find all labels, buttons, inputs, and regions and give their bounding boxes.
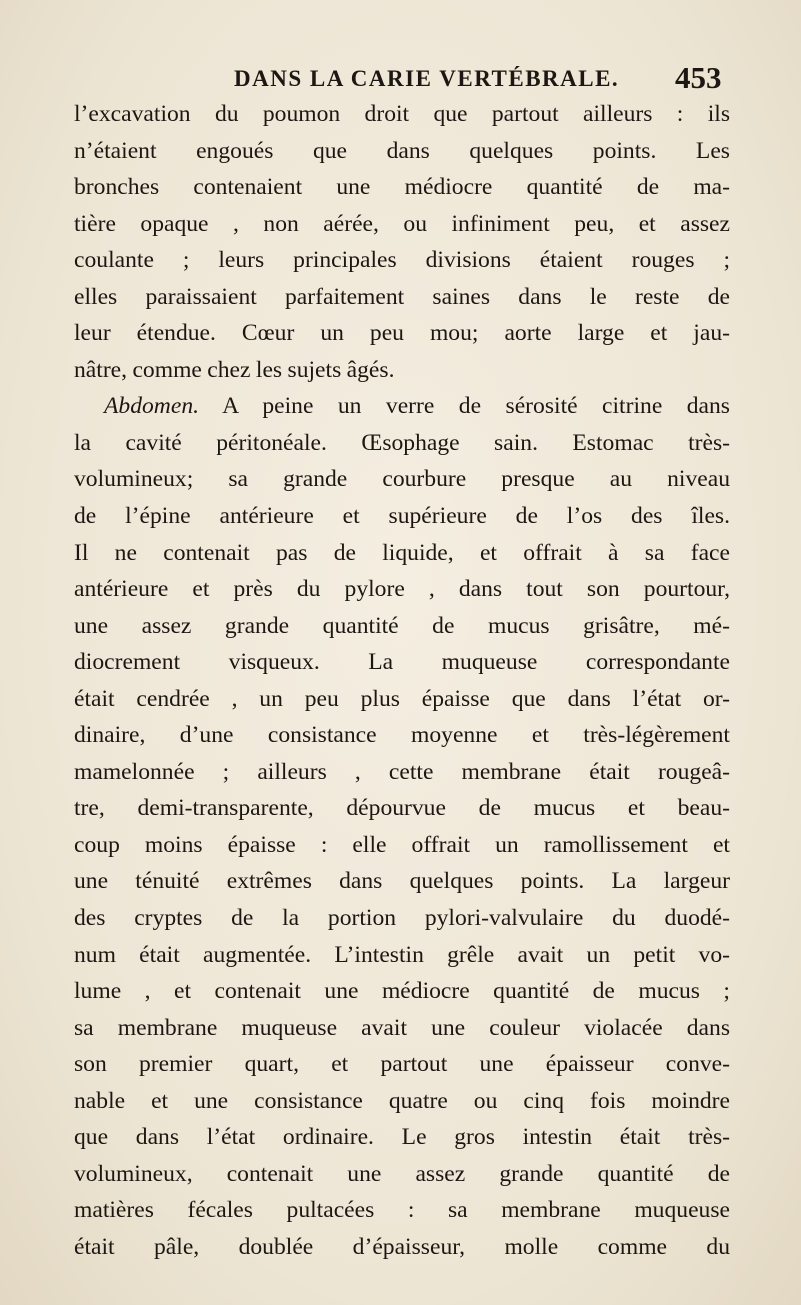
section-title-abdomen: Abdomen. [104,393,200,420]
text-line: dinaire, d’une consistance moyenne et très-légèrement [74,722,730,749]
text-line: des cryptes de la portion pylori-valvulaire du duodé- [74,905,730,932]
text-line: tière opaque , non aérée, ou infiniment peu, et assez [74,210,730,237]
text-line: était cendrée , un peu plus épaisse que dans l’état or- [74,685,730,712]
text-line: lume , et contenait une médiocre quantité de mucus ; [74,978,730,1005]
text-line: volumineux, contenait une assez grande quantité de [74,1160,730,1187]
text-line: l’excavation du poumon droit que partout ailleurs : ils [74,101,730,127]
text-line: nable et une consistance quatre ou cinq fois moindre [74,1087,730,1114]
text-line: mamelonnée ; ailleurs , cette membrane était rougeâ- [74,758,730,785]
text-line: tre, demi-transparente, dépourvue de mucus et beau- [74,795,730,822]
text-line: volumineux; sa grande courbure presque au niveau [74,466,730,493]
text-line: que dans l’état ordinaire. Le gros intestin était très- [74,1124,730,1151]
text-line: num était augmentée. L’intestin grêle avait un petit vo- [74,941,730,968]
text-line: Il ne contenait pas de liquide, et offrait à sa face [74,539,730,566]
text-line: diocrement visqueux. La muqueuse correspondante [74,649,730,676]
running-head: DANS LA CARIE VERTÉBRALE. [234,66,620,91]
section-heading-line: Abdomen. A peine un verre de sérosité citrine dans [104,393,730,420]
text-line: la cavité péritonéale. Œsophage sain. Estomac très- [74,429,730,456]
text-line: était pâle, doublée d’épaisseur, molle comme du [74,1233,730,1260]
text-line: coulante ; leurs principales divisions étaient rouges ; [74,247,730,274]
text-line: sa membrane muqueuse avait une couleur violacée dans [74,1014,730,1041]
text-line: coup moins épaisse : elle offrait un ramollissement et [74,831,730,858]
text-line: une assez grande quantité de mucus grisâtre, mé- [74,612,730,639]
text-line: n’étaient engoués que dans quelques points. Les [74,137,730,164]
text-line: son premier quart, et partout une épaisseur conve- [74,1051,730,1078]
page-number: 453 [675,60,722,95]
body-text [74,96,730,1266]
page-header [0,62,801,98]
text-line: bronches contenaient une médiocre quantité de ma- [74,174,730,201]
text-line: antérieure et près du pylore , dans tout son pourtour, [74,576,730,603]
text-line: leur étendue. Cœur un peu mou; aorte large et jau- [74,320,730,347]
text-line: une ténuité extrêmes dans quelques points. La largeur [74,868,730,895]
text-line: matières fécales pultacées : sa membrane muqueuse [74,1197,730,1224]
text-line: nâtre, comme chez les sujets âgés. [74,356,395,383]
text-line: elles paraissaient parfaitement saines dans le reste de [74,283,730,310]
text-line: de l’épine antérieure et supérieure de l’os des îles. [74,503,730,530]
